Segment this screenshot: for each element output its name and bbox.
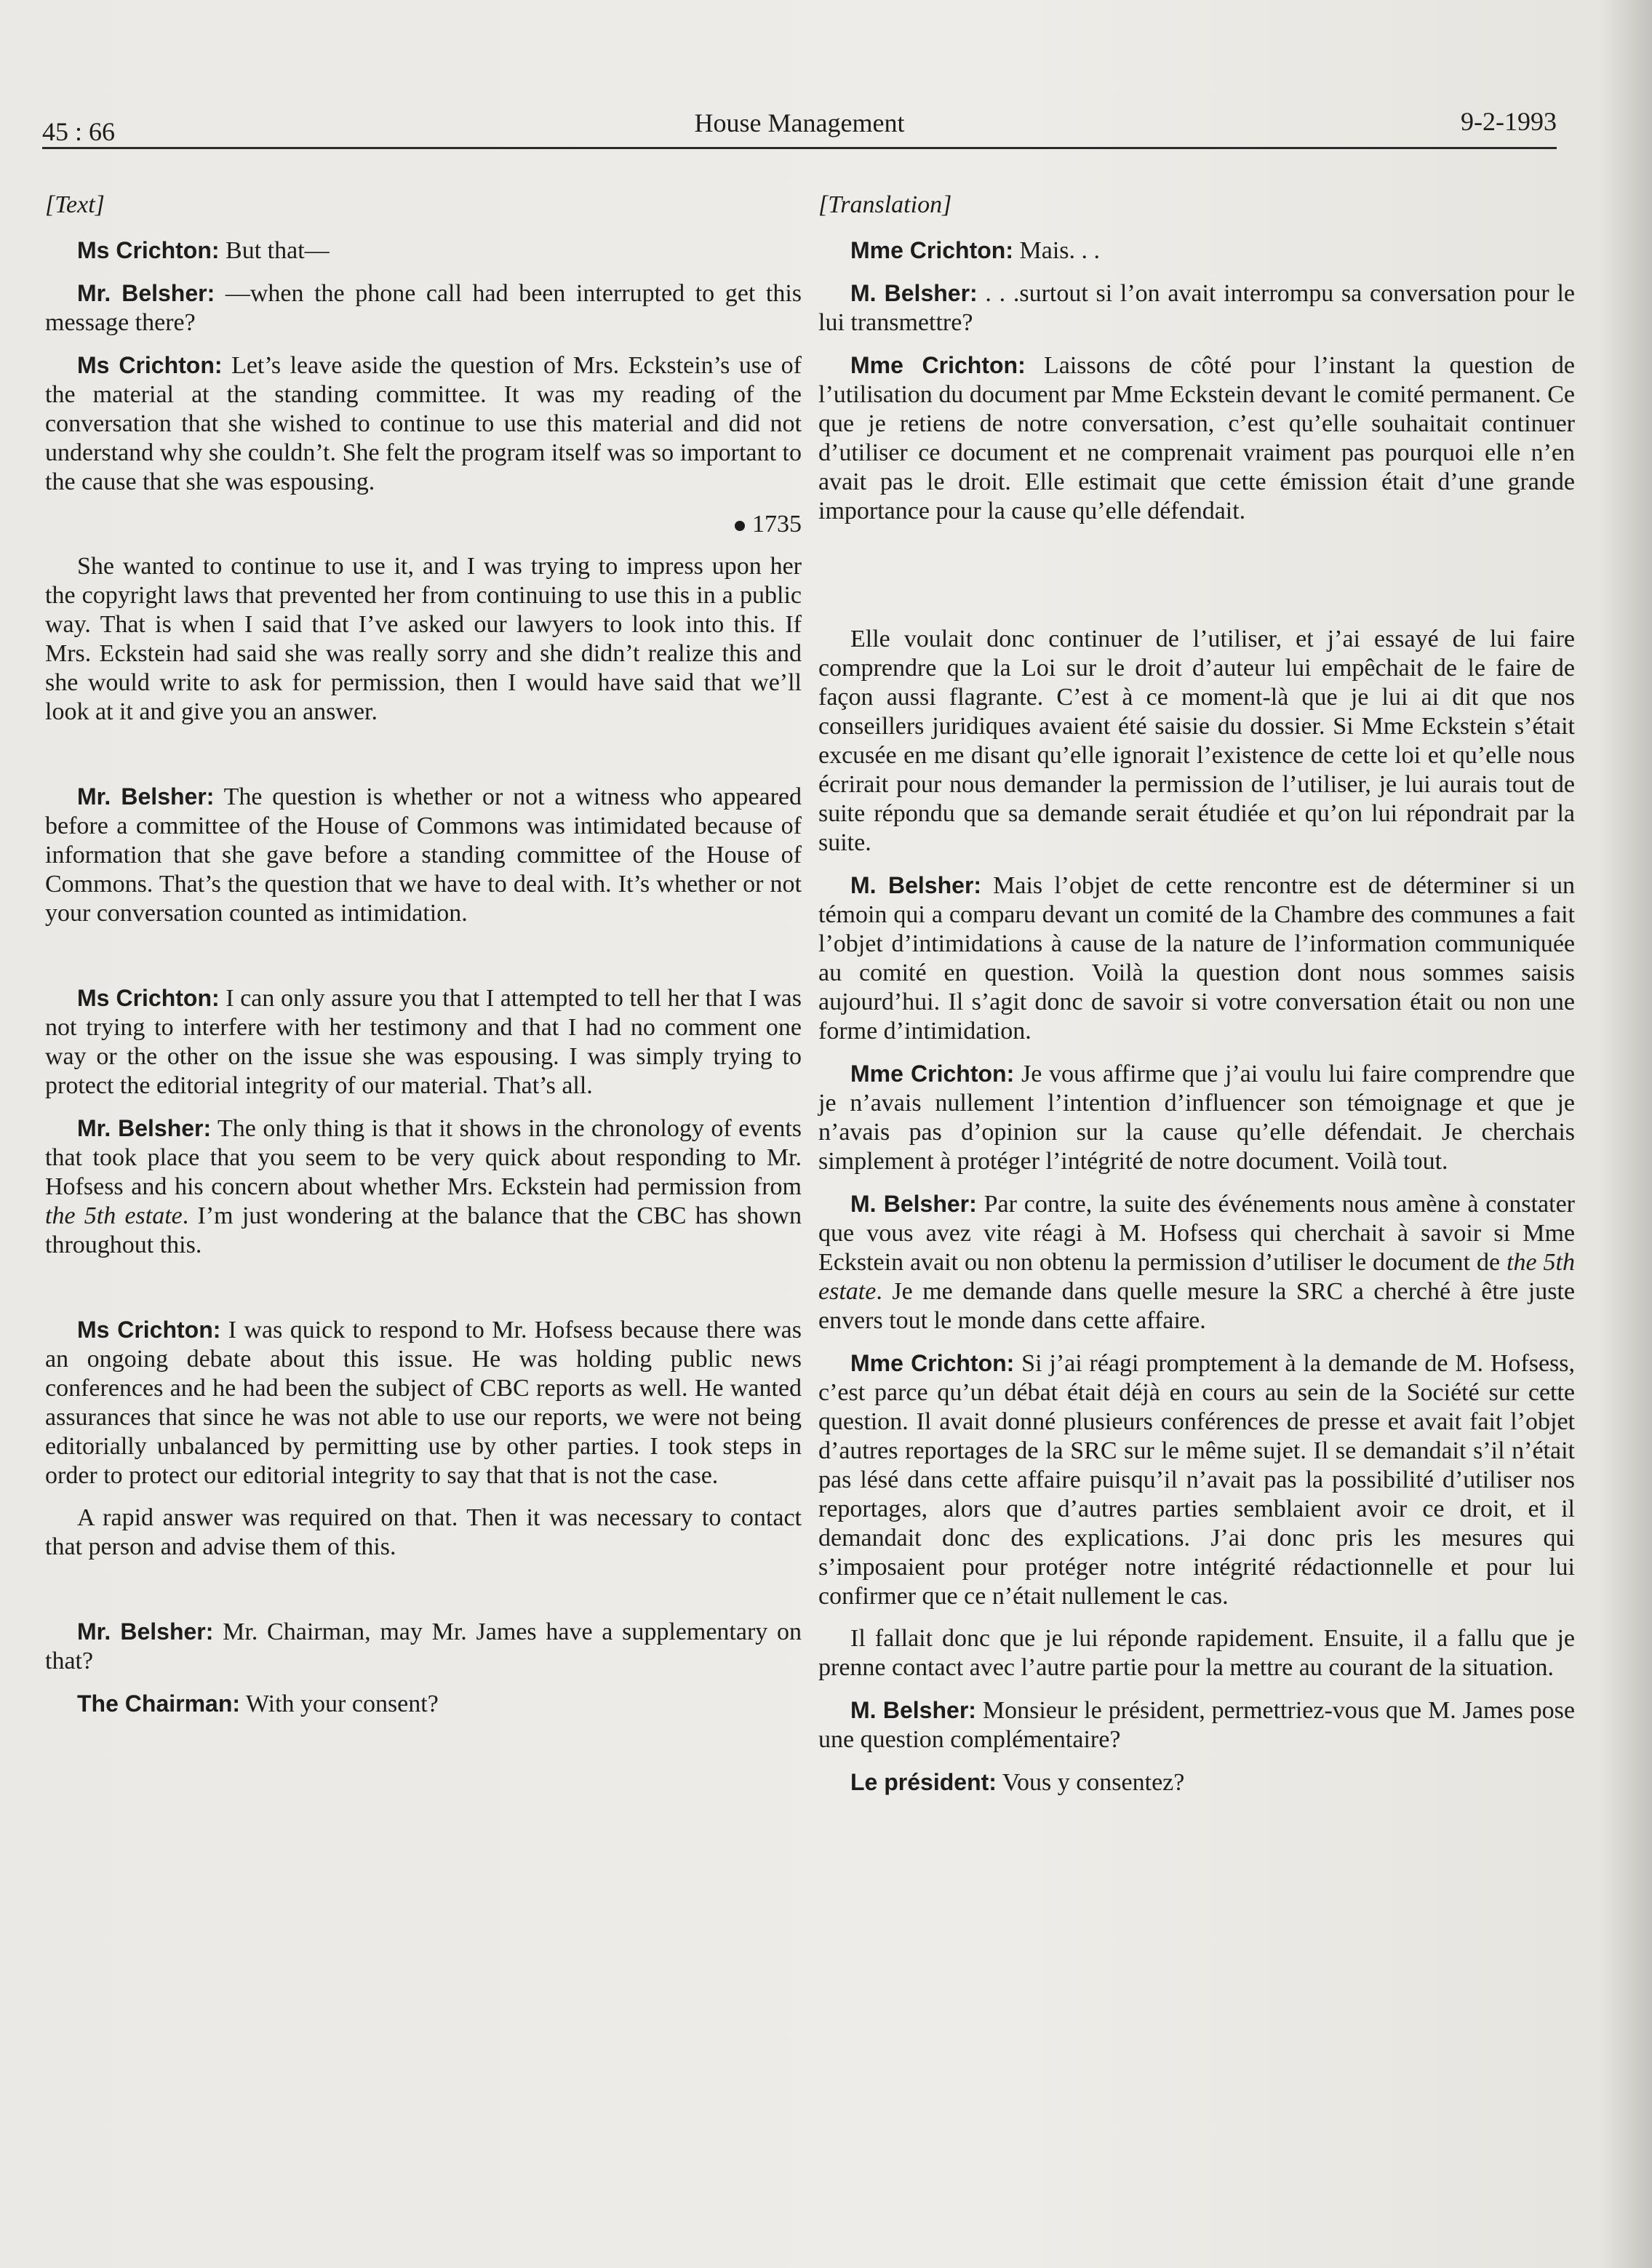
speaker-name: M. Belsher: [850,1191,977,1217]
time-marker-text: 1735 [752,511,802,538]
speech-text: Par contre, la suite des événements nous amène à constater que vous avez vite réagi à M. Hofsess qui cherchait à savoir si Mme Eckstein avait ou non obtenu la permission d’utiliser le document de [818,1191,1576,1276]
paragraph [45,1504,802,1562]
speaker-name: Mme Crichton: [850,237,1013,263]
paragraph [45,279,802,338]
paragraph [818,279,1575,338]
running-header [42,102,1557,147]
speech-text: Je vous affirme que j’ai voulu lui faire comprendre que je n’avais nullement l’intention d’influencer son témoignage et que je n’avais pas d’opinion sur la cause qu’elle défendait. Je cherchais simplement à protéger l’intégrité de notre document. Voilà tout. [818,1061,1575,1175]
french-column [818,191,1575,1810]
paragraph [818,1059,1575,1176]
speaker-name: Mr. Belsher: [77,1115,212,1141]
paragraph [818,1624,1575,1682]
paragraph [45,1315,802,1490]
header-rule [42,147,1557,149]
paragraph [45,1617,802,1676]
speaker-name: Ms Crichton: [77,237,220,263]
speaker-name: M. Belsher: [850,872,982,898]
paragraph [45,351,802,497]
speaker-name: Mme Crichton: [850,1061,1015,1087]
speech-text-continued: . Je me demande dans quelle mesure la SRC a cherché à être juste envers tout le monde dans cette affaire. [818,1278,1575,1334]
left-block-3 [45,782,802,928]
speech-text: The only thing is that it shows in the chronology of events that took place that you seem to be very quick about responding to Mr. Hofsess and his concern about whether Mrs. Eckstein had permission from [45,1115,802,1200]
paragraph [818,1768,1575,1797]
speech-text-continued: . I’m just wondering at the balance that the CBC has shown throughout this. [45,1202,802,1258]
speech-text: A rapid answer was required on that. Then it was necessary to contact that person and advise them of this. [45,1504,802,1560]
right-block-1 [818,236,1575,526]
left-block-4 [45,983,802,1260]
speech-text: Mais l’objet de cette rencontre est de déterminer si un témoin qui a comparu devant un comité de la Chambre des communes a fait l’objet d’intimidations à cause de la nature de l’information communiquée au comité en question. Voilà la question dont nous sommes saisis aujourd’hui. Il s’agit donc de savoir si votre conversation était ou non une forme d’intimidation. [818,872,1575,1045]
speech-text: I was quick to respond to Mr. Hofsess because there was an ongoing debate about this issue. He was holding public news conferences and he had been the subject of CBC reports as well. He wanted assurances that since he was not able to use our reports, we were not being editorially unbalanced by permitting use by other parties. I took steps in order to protect our editorial integrity to say that that is not the case. [45,1317,802,1489]
speech-text: Elle voulait donc continuer de l’utiliser, et j’ai essayé de lui faire comprendre que la Loi sur le droit d’auteur lui empêchait de le faire de façon aussi flagrante. C’est à ce moment-là que je lui ai dit que nos conseillers juridiques avaient été saisie du dossier. Si Mme Eckstein s’était excusée en me disant qu’elle ignorait l’existence de cette loi et qu’elle nous écrirait pour nous demander la permission de l’utiliser, je lui aurais tout de suite répondu que sa demande serait étudiée et qu’on lui répondrait par la suite. [818,626,1575,856]
speech-text: Mais. . . [1013,237,1100,264]
speaker-name: Ms Crichton: [77,985,220,1011]
speaker-name: Mr. Belsher: [77,1618,214,1645]
time-marker [45,510,802,539]
paragraph [818,625,1575,858]
speaker-name: Ms Crichton: [77,352,223,378]
column-label-text: [Text] [45,191,105,218]
paragraph [45,236,802,265]
right-block-2 [818,625,1575,1797]
page-number: 45 : 66 [42,117,116,146]
speaker-name: The Chairman: [77,1690,241,1717]
english-column [45,191,802,1732]
speech-text: Il fallait donc que je lui réponde rapidement. Ensuite, il a fallu que je prenne contact avec l’autre partie pour la mettre au courant de la situation. [818,1625,1575,1681]
paragraph [818,1349,1575,1611]
speaker-name: Mme Crichton: [850,1350,1015,1376]
column-label-translation: [Translation] [818,191,952,218]
paragraph [818,351,1575,526]
paragraph [45,1689,802,1719]
left-block-5 [45,1315,802,1562]
speech-text: Monsieur le président, permettriez-vous que M. James pose une question complémentaire? [818,1697,1575,1753]
bullet-icon [735,521,745,531]
header-date: 9-2-1993 [1461,107,1557,136]
speaker-name: Le président: [850,1769,997,1795]
left-block-2 [45,552,802,727]
speech-text: Mr. Chairman, may Mr. James have a supplementary on that? [45,1618,802,1674]
paragraph [818,871,1575,1046]
speech-text: With your consent? [240,1690,439,1717]
speaker-name: M. Belsher: [850,280,978,306]
speech-text: Vous y consentez? [996,1769,1185,1796]
paragraph [818,1696,1575,1754]
paragraph [818,236,1575,265]
left-block-6 [45,1617,802,1719]
speaker-name: Mr. Belsher: [77,280,215,306]
speech-text: But that— [219,237,330,264]
speaker-name: Ms Crichton: [77,1317,221,1343]
speech-text: —when the phone call had been interrupted to get this message there? [45,280,802,336]
program-title: the 5th estate [45,1202,183,1229]
running-title: House Management [694,108,905,137]
paragraph [818,1189,1575,1335]
program-title: the 5th estate [818,1249,1575,1305]
speaker-name: Mr. Belsher: [77,783,215,810]
speaker-name: M. Belsher: [850,1697,976,1723]
page-edge-shadow [1601,0,1652,2268]
paragraph [45,782,802,928]
left-block-1 [45,236,802,497]
speech-text: Laissons de côté pour l’instant la question de l’utilisation du document par Mme Eckstein devant le comité permanent. Ce que je retiens de notre conversation, c’est qu’elle souhaitait continuer d’utiliser ce document et ne comprenait vraiment pas pourquoi elle n’en avait pas le droit. Elle estimait que cette émission était d’une grande importance pour la cause qu’elle défendait. [818,352,1575,524]
speech-text: The question is whether or not a witness who appeared before a committee of the House of Commons was intimidated because of information that she gave before a standing committee of the House of Commons. That’s the question that we have to deal with. It’s whether or not your conversation counted as intimidation. [45,783,802,927]
paragraph [45,552,802,727]
speech-text: Si j’ai réagi promptement à la demande de M. Hofsess, c’est parce qu’un débat était déjà en cours au sein de la Société sur cette question. Il avait donné plusieurs conférences de presse et avait fait l’objet d’autres reportages de la SRC sur le même sujet. Il se demandait s’il n’était pas lésé dans cette affaire puisqu’il n’avait pas la possibilité d’utiliser nos reportages, alors que d’autres parties semblaient avoir ce droit, et il demandait donc des explications. J’ai donc pris les mesures qui s’imposaient pour protéger notre intégrité rédactionnelle et pour lui confirmer que ce n’était nullement le cas. [818,1350,1575,1610]
paragraph [45,983,802,1101]
speech-text: . . .surtout si l’on avait interrompu sa conversation pour le lui transmettre? [818,280,1575,336]
speech-text: She wanted to continue to use it, and I was trying to impress upon her the copyright laws that prevented her from continuing to use this in a public way. That is when I said that I’ve asked our lawyers to look into this. If Mrs. Eckstein had said she was really sorry and she didn’t realize this and she would write to ask for permission, then I would have said that we’ll look at it and give you an answer. [45,553,802,725]
speech-text: Let’s leave aside the question of Mrs. Eckstein’s use of the material at the standing committee. It was my reading of the conversation that she wished to continue to use this material and did not understand why she couldn’t. She felt the program itself was so important to the cause that she was espousing. [45,352,802,495]
speaker-name: Mme Crichton: [850,352,1026,378]
speech-text: I can only assure you that I attempted to tell her that I was not trying to interfere with her testimony and that I had no comment one way or the other on the issue she was espousing. I was simply trying to protect the editorial integrity of our material. That’s all. [45,985,802,1099]
paragraph [45,1114,802,1260]
